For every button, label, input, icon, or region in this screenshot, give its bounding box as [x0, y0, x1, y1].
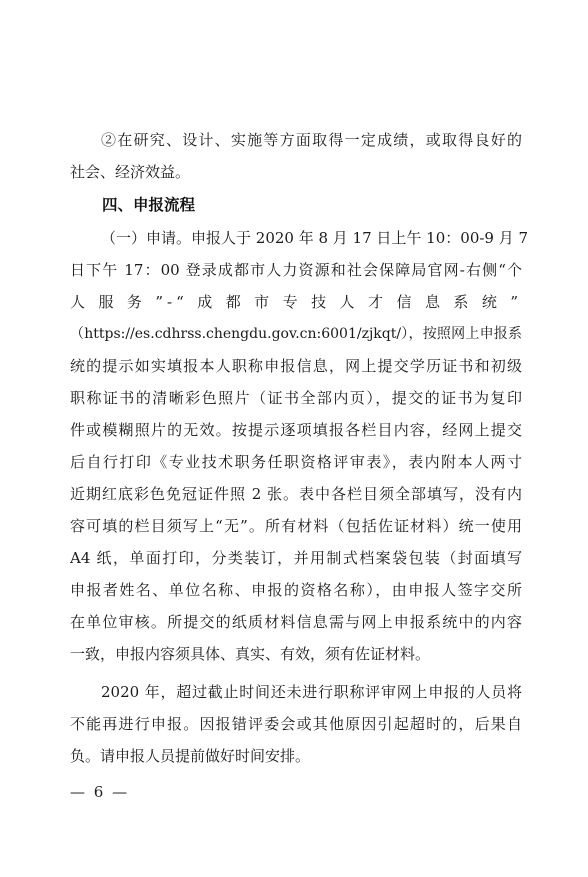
paragraph-line: 不能再进行申报。因报错评委会或其他原因引起超时的，后果自: [70, 715, 522, 733]
paragraph-line: 后自行打印《专业技术职务任职资格评审表》，表内附本人两寸: [70, 453, 522, 471]
paragraph-line: 件或模糊照片的无效。按提示逐项填报各栏目内容，经网上提交: [70, 421, 522, 439]
paragraph-line: 日下午 17：00 登录成都市人力资源和社会保障局官网-右侧“个: [70, 261, 522, 279]
paragraph-line: 容可填的栏目须写上“无”。所有材料（包括佐证材料）统一使用: [70, 517, 522, 535]
paragraph-line: 一致，申报内容须具体、真实、有效，须有佐证材料。: [70, 645, 431, 663]
paragraph-line: 社会、经济效益。: [70, 163, 191, 181]
paragraph-line: 2020 年，超过截止时间还未进行职称评审网上申报的人员将: [101, 683, 522, 701]
paragraph-line: （https://es.cdhrss.chengdu.gov.cn:6001/zjkqt/），按照网上申报系: [70, 326, 522, 342]
section-heading: 四、申报流程: [102, 196, 196, 214]
paragraph-line: A4 纸，单面打印，分类装订，并用制式档案袋包装（封面填写: [70, 549, 522, 567]
paragraph-line: （一）申请。申报人于 2020 年 8 月 17 日上午 10：00-9 月 7: [101, 229, 529, 247]
page-number: — 6 —: [70, 783, 130, 801]
paragraph-line: 在单位审核。所提交的纸质材料信息需与网上申报系统中的内容: [70, 613, 522, 631]
paragraph-line: 统的提示如实填报本人职称申报信息，网上提交学历证书和初级: [70, 357, 522, 375]
paragraph-line: 近期红底彩色免冠证件照 2 张。表中各栏目须全部填写，没有内: [70, 485, 522, 503]
paragraph-line: ②在研究、设计、实施等方面取得一定成绩，或取得良好的: [101, 131, 522, 149]
paragraph-line: 负。请申报人员提前做好时间安排。: [70, 747, 311, 765]
paragraph-line: 申报者姓名、单位名称、申报的资格名称），由申报人签字交所: [70, 581, 522, 599]
paragraph-line: 职称证书的清晰彩色照片（证书全部内页），提交的证书为复印: [70, 389, 522, 407]
paragraph-line: 人服务”-“成都市专技人才信息系统”: [70, 293, 522, 311]
